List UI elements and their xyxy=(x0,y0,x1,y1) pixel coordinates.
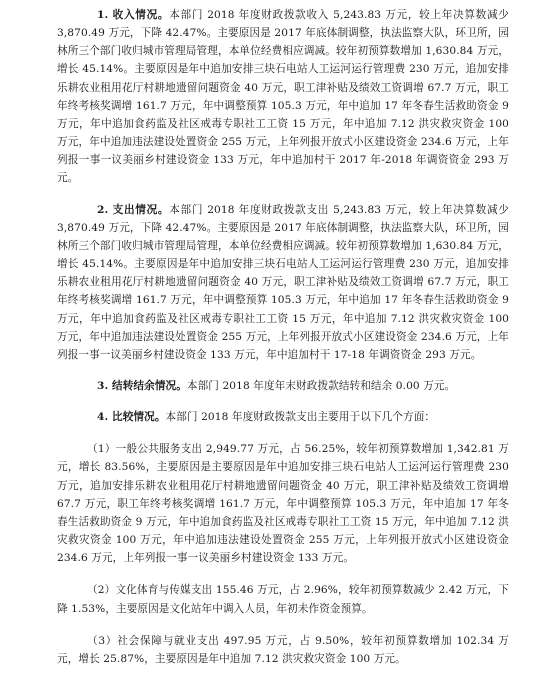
comparison-section xyxy=(57,408,509,426)
carryover-section xyxy=(57,377,509,395)
carryover-text: 本部门 2018 年度年末财政拨款结转和结余 0.00 万元。 xyxy=(186,379,456,392)
expenditure-text: 本部门 2018 年度财政拨款支出 5,243.83 万元，较上年决算数减少 3,870.49 万元，下降 42.47%。主要原因是 2017 年底体制调整，执法监察大队，环卫所，园林所三个部门收归城市管理局管理，本单位经费相应调减。较年初预算数增加 1,630.84 万元，增长 45.14%。主要原因是年中追加安排三块石电站人工运河运行管理费 230 万元，追加安排乐耕农业租用花厅村耕地遗留问题资金 40 万元，职工津补贴及绩效工资调增 67.7 万元，职工年终考核奖调增 161.7 万元，年中调整预算 105.3 万元，年中追加 17 年冬春生活救助资金 9 万元，年中追加食药监及社区戒毒专职社工工资 15 万元，年中追加 7.12 洪灾救灾资金 100 万元，年中追加违法建设处置资金 255 万元，上年列报开放式小区建设资金 234.6 万元，上年列报一事一议美丽乡村建设资金 133 万元，年中追加村干 17-18 年调资资金 293 万元。 xyxy=(57,203,509,361)
comparison-item-public-services: （1）一般公共服务支出 2,949.77 万元，占 56.25%，较年初预算数增加 1,342.81 万元，增长 83.56%，主要原因是主要原因是年中追加安排三块石电站人工运河运行管理费 230 万元，追加安排乐耕农业租用花厅村耕地遗留问题资金 40 万元，职工津补贴及绩效工资调增 67.7 万元，职工年终考核奖调增 161.7 万元，年中调整预算 105.3 万元，年中追加 17 年冬春生活救助资金 9 万元，年中追加食药监及社区戒毒专职社工工资 15 万元，年中追加 7.12 洪灾救灾资金 100 万元，年中追加违法建设处置资金 255 万元，上年列报开放式小区建设资金 234.6 万元，上年列报一事一议美丽乡村建设资金 133 万元。 xyxy=(57,443,509,565)
document-body xyxy=(57,6,509,668)
income-text: 本部门 2018 年度财政拨款收入 5,243.83 万元，较上年决算数减少 3,870.49 万元，下降 42.47%。主要原因是 2017 年底体制调整，执法监察大队，环卫所，园林所三个部门收归城市管理局管理，本单位经费相应调减。较年初预算数增加 1,630.84 万元，增长 45.14%。主要原因是年中追加安排三块石电站人工运河运行管理费 230 万元，追加安排乐耕农业租用花厅村耕地遗留问题资金 40 万元，职工津补贴及绩效工资调增 67.7 万元，职工年终考核奖调增 161.7 万元，年中调整预算 105.3 万元，年中追加 17 年冬春生活救助资金 9 万元，年中追加食药监及社区戒毒专职社工工资 15 万元，年中追加 7.12 洪灾救灾资金 100 万元，年中追加违法建设处置资金 255 万元，上年列报开放式小区建设资金 234.6 万元，上年列报一事一议美丽乡村建设资金 133 万元，年中追加村干 2017 年-2018 年调资资金 293 万元。 xyxy=(57,9,509,185)
comparison-item-social-security: （3）社会保障与就业支出 497.95 万元，占 9.50%，较年初预算数增加 102.34 万元，增长 25.87%，主要原因是年中追加 7.12 洪灾救灾资金 100 万元。 xyxy=(57,634,509,665)
comparison-heading: 4. 比较情况。 xyxy=(97,411,166,424)
comparison-item-culture-sports: （2）文化体育与传媒支出 155.46 万元，占 2.96%，较年初预算数减少 2.42 万元，下降 1.53%，主要原因是文化站年中调入人员，年初未作资金预算。 xyxy=(57,584,509,615)
expenditure-heading: 2. 支出情况。 xyxy=(97,203,170,216)
comparison-text: 本部门 2018 年度财政拨款支出主要用于以下几个方面： xyxy=(165,411,436,424)
income-section xyxy=(57,6,509,188)
carryover-heading: 3. 结转结余情况。 xyxy=(97,379,187,392)
expenditure-section xyxy=(57,201,509,364)
income-heading: 1. 收入情况。 xyxy=(97,9,170,21)
